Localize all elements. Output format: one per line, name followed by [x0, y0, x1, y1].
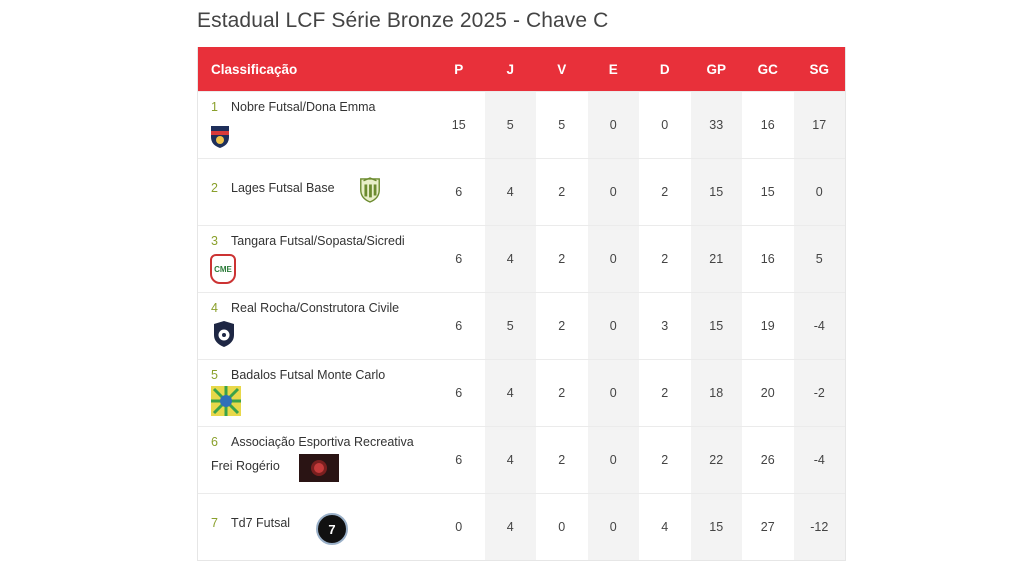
page-title: Estadual LCF Série Bronze 2025 - Chave C	[197, 9, 609, 32]
cme-logo-icon: CME	[210, 254, 236, 284]
cell-e: 0	[588, 293, 640, 359]
cell-j: 5	[485, 293, 537, 359]
team-name[interactable]: Lages Futsal Base	[231, 181, 335, 195]
table-header	[198, 47, 845, 91]
table-row	[198, 359, 845, 426]
position: 4	[211, 301, 218, 315]
header-j[interactable]: J	[506, 61, 514, 77]
header-gp[interactable]: GP	[706, 61, 726, 77]
team-name[interactable]: Associação Esportiva Recreativa	[231, 435, 414, 449]
cell-v: 2	[558, 453, 566, 467]
team-name[interactable]: Nobre Futsal/Dona Emma	[231, 100, 376, 114]
team-name[interactable]: Tangara Futsal/Sopasta/Sicredi	[231, 234, 405, 248]
cell-p: 15	[451, 118, 466, 132]
cell-p: 6	[455, 386, 463, 400]
cell-v: 2	[558, 386, 566, 400]
team-name-line2[interactable]: Frei Rogério	[211, 459, 280, 473]
cell-d: 2	[661, 252, 669, 266]
cell-p: 6	[455, 252, 463, 266]
cell-j: 5	[485, 92, 537, 158]
cell-j: 4	[485, 427, 537, 493]
team-cell[interactable]	[198, 360, 433, 426]
cell-gc: 16	[760, 252, 775, 266]
cell-sg: -12	[794, 494, 846, 560]
cell-d: 2	[661, 453, 669, 467]
header-gc[interactable]: GC	[757, 61, 778, 77]
position: 6	[211, 435, 218, 449]
cell-gp: 33	[691, 92, 743, 158]
header-v[interactable]: V	[557, 61, 567, 77]
cell-sg: 0	[794, 159, 846, 225]
cell-v: 2	[558, 252, 566, 266]
table-row	[198, 225, 845, 292]
cell-e: 0	[588, 494, 640, 560]
cell-sg: -4	[794, 427, 846, 493]
position: 3	[211, 234, 218, 248]
cell-p: 6	[455, 453, 463, 467]
team-name[interactable]: Badalos Futsal Monte Carlo	[231, 368, 386, 382]
table-row	[198, 91, 845, 158]
cell-p: 6	[455, 185, 463, 199]
cell-gc: 26	[760, 453, 775, 467]
team-cell[interactable]	[198, 92, 433, 158]
cell-gp: 18	[691, 360, 743, 426]
cell-gp: 22	[691, 427, 743, 493]
position: 5	[211, 368, 218, 382]
team-name[interactable]: Real Rocha/Construtora Civile	[231, 301, 400, 315]
cell-gp: 21	[691, 226, 743, 292]
header-p[interactable]: P	[454, 61, 464, 77]
position: 1	[211, 100, 218, 114]
cell-e: 0	[588, 226, 640, 292]
position: 7	[211, 516, 218, 530]
cell-d: 2	[661, 185, 669, 199]
table-row	[198, 493, 845, 560]
cell-gc: 15	[760, 185, 775, 199]
cell-v: 0	[558, 520, 566, 534]
cell-sg: -2	[794, 360, 846, 426]
cell-sg: 5	[794, 226, 846, 292]
cell-j: 4	[485, 226, 537, 292]
frei-rogerio-logo-icon	[299, 454, 339, 482]
team-name[interactable]: Td7 Futsal	[231, 516, 291, 530]
lages-logo-icon	[358, 177, 382, 203]
cell-sg: 17	[794, 92, 846, 158]
team-cell[interactable]	[198, 226, 433, 292]
cell-e: 0	[588, 427, 640, 493]
table-row	[198, 158, 845, 225]
header-d[interactable]: D	[659, 61, 670, 77]
cell-d: 4	[661, 520, 669, 534]
cell-v: 2	[558, 319, 566, 333]
cell-d: 0	[661, 118, 669, 132]
cell-sg: -4	[794, 293, 846, 359]
header-e[interactable]: E	[608, 61, 618, 77]
cell-e: 0	[588, 159, 640, 225]
cell-p: 0	[455, 520, 463, 534]
td7-logo-icon: 7	[316, 513, 348, 545]
team-cell[interactable]	[198, 159, 433, 225]
cell-gp: 15	[691, 494, 743, 560]
header-classificacao[interactable]: Classificação	[211, 61, 298, 77]
cell-j: 4	[485, 494, 537, 560]
standings-table	[197, 47, 846, 561]
cell-v: 2	[558, 185, 566, 199]
cell-p: 6	[455, 319, 463, 333]
team-cell[interactable]	[198, 293, 433, 359]
cell-gp: 15	[691, 293, 743, 359]
cell-gp: 15	[691, 159, 743, 225]
table-row	[198, 426, 845, 493]
team-cell[interactable]	[198, 427, 433, 493]
cell-e: 0	[588, 92, 640, 158]
cell-e: 0	[588, 360, 640, 426]
real-rocha-logo-icon	[212, 321, 236, 347]
header-sg[interactable]: SG	[809, 61, 829, 77]
cell-d: 2	[661, 386, 669, 400]
cell-gc: 27	[760, 520, 775, 534]
cell-j: 4	[485, 159, 537, 225]
position: 2	[211, 181, 218, 195]
cell-d: 3	[661, 319, 669, 333]
cell-gc: 16	[760, 118, 775, 132]
cell-gc: 20	[760, 386, 775, 400]
cell-j: 4	[485, 360, 537, 426]
cell-gc: 19	[760, 319, 775, 333]
team-cell[interactable]	[198, 494, 433, 560]
cell-v: 5	[558, 118, 566, 132]
badalos-logo-icon	[211, 386, 241, 416]
nobre-logo-icon	[208, 123, 232, 149]
table-row	[198, 292, 845, 359]
